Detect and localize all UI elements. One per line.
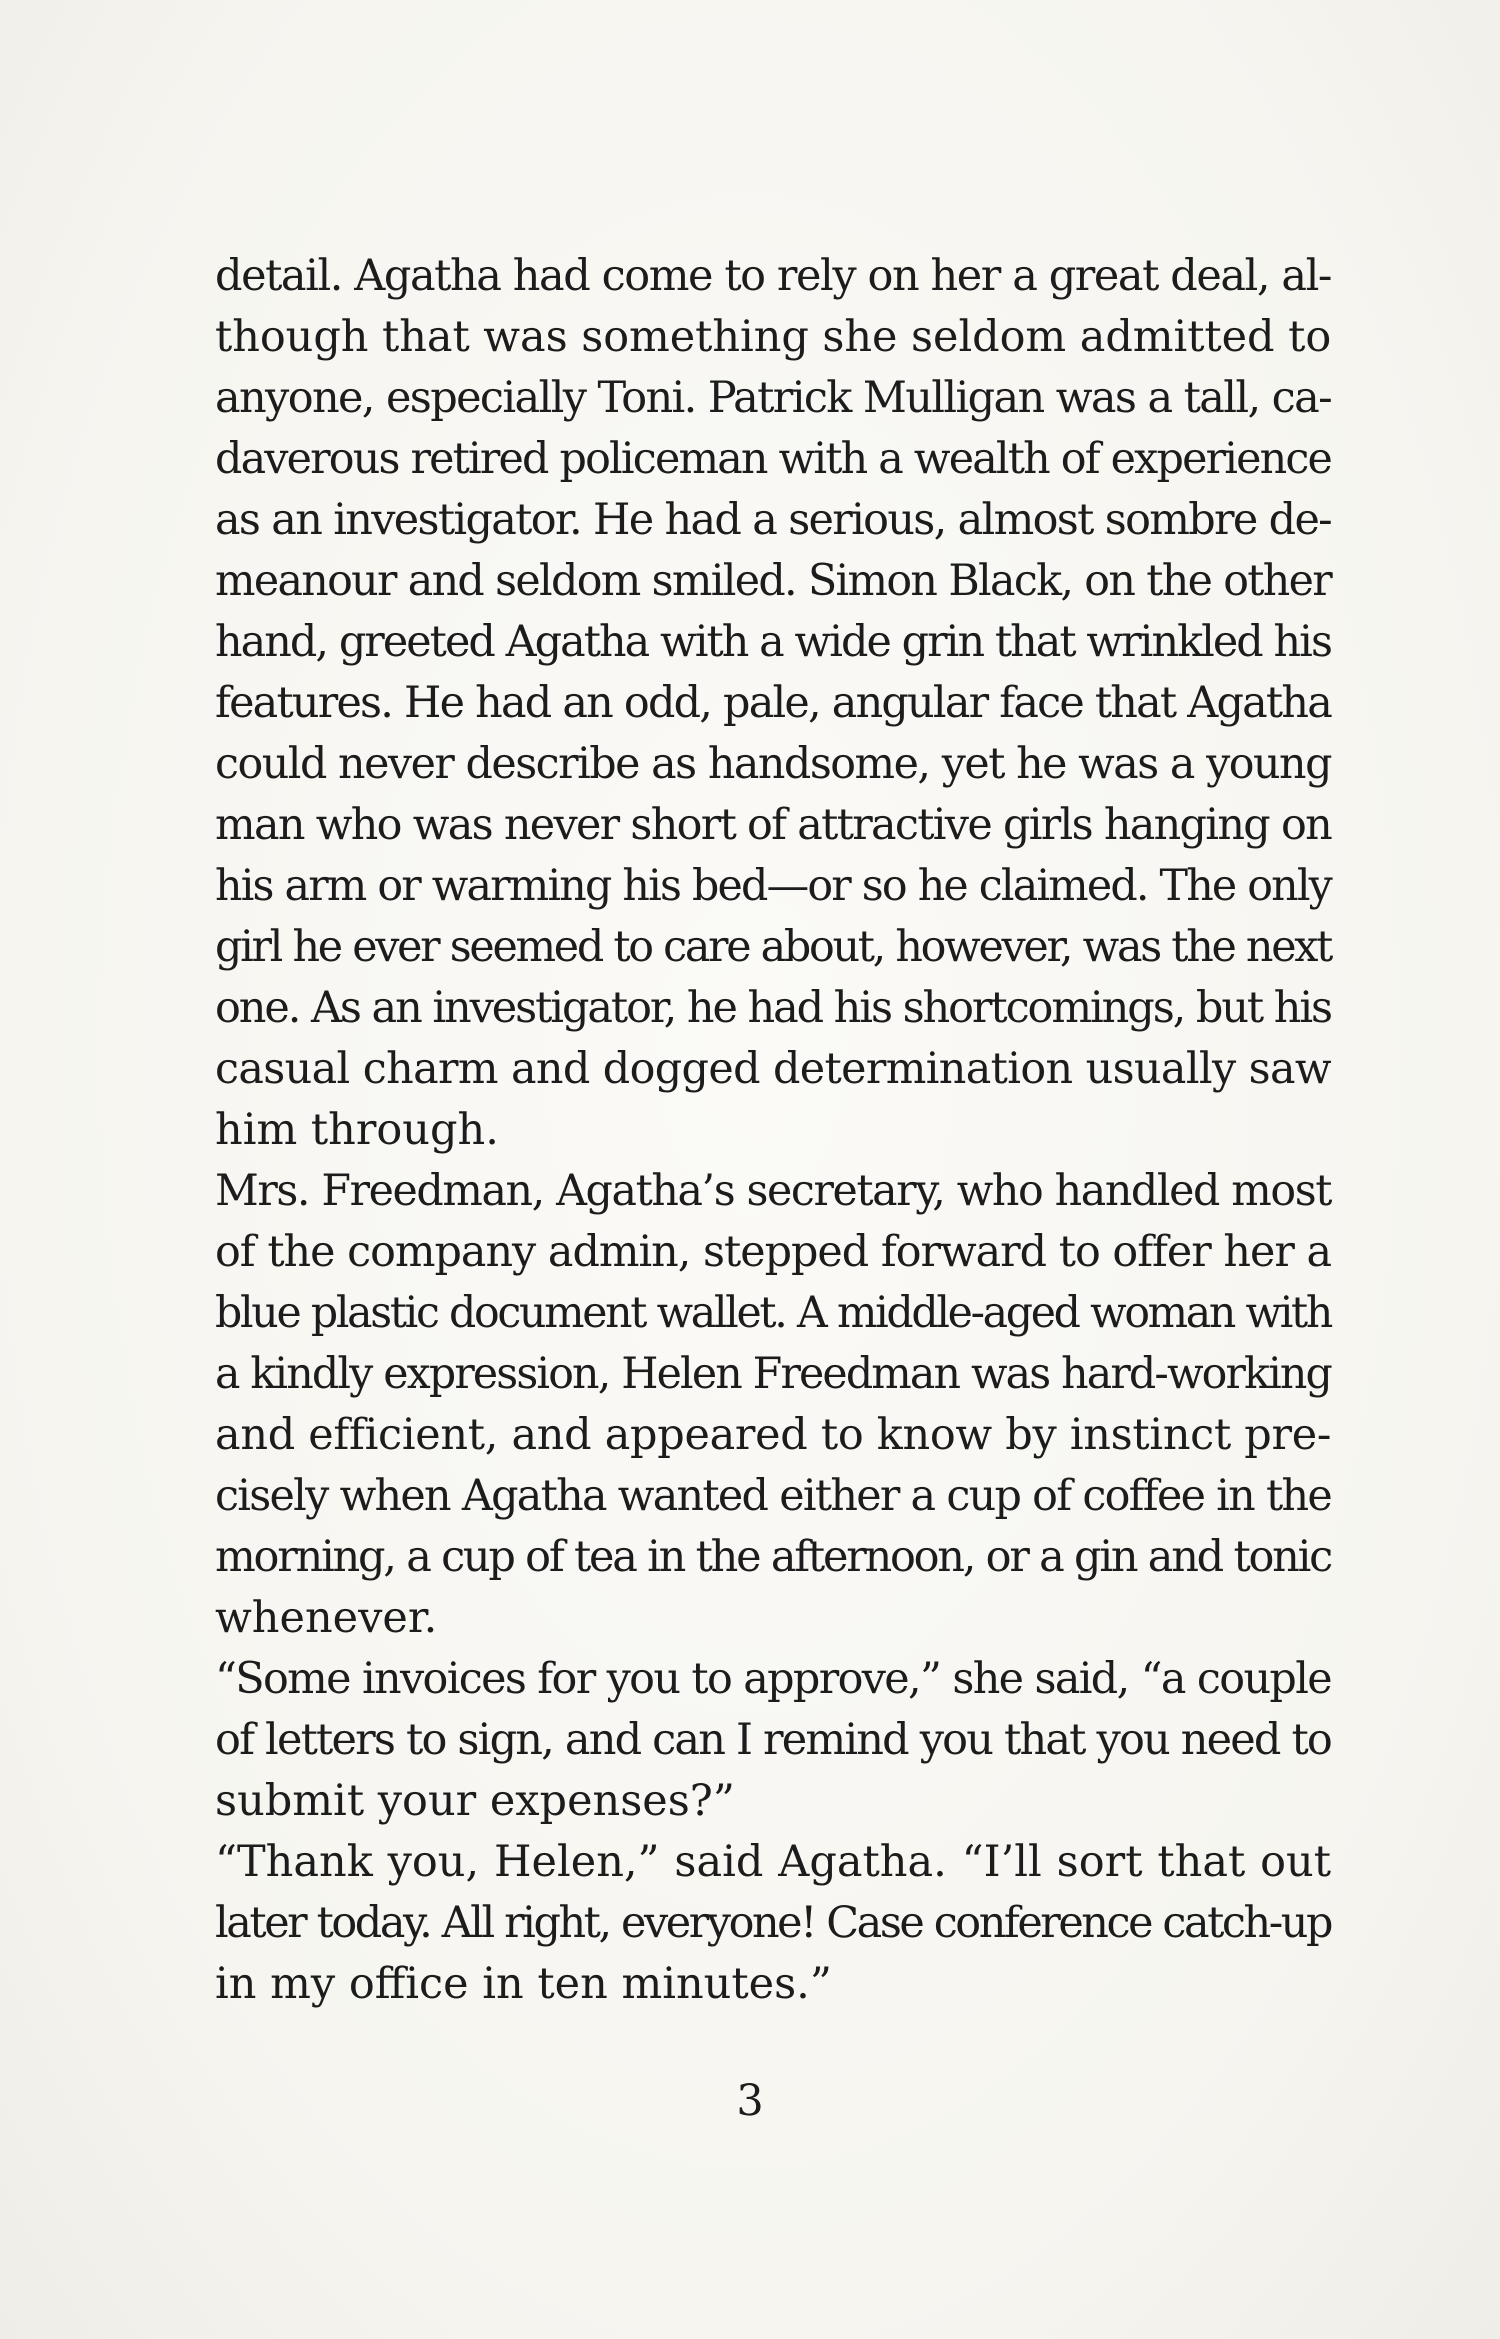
text-line: “Some invoices for you to approve,” she said, “a couple	[215, 1654, 1331, 1704]
body-text	[215, 246, 1331, 2015]
text-line: hand, greeted Agatha with a wide grin that wrinkled his	[215, 617, 1331, 667]
text-line: a kindly expression, Helen Freedman was hard-working	[215, 1349, 1331, 1399]
text-line: cisely when Agatha wanted either a cup of coffee in the	[215, 1471, 1331, 1521]
text-line: of letters to sign, and can I remind you that you need to	[215, 1715, 1331, 1765]
text-line: him through.	[215, 1105, 499, 1155]
text-line: as an investigator. He had a serious, almost sombre de-	[215, 495, 1331, 545]
text-line: submit your expenses?”	[215, 1776, 735, 1826]
text-line: morning, a cup of tea in the afternoon, or a gin and tonic	[215, 1532, 1331, 1582]
text-line: of the company admin, stepped forward to offer her a	[215, 1227, 1331, 1277]
text-line: whenever.	[215, 1593, 438, 1643]
text-line: features. He had an odd, pale, angular face that Agatha	[215, 678, 1331, 728]
text-line: daverous retired policeman with a wealth of experience	[215, 434, 1331, 484]
text-line: “Thank you, Helen,” said Agatha. “I’ll sort that out	[215, 1837, 1331, 1887]
text-line: Mrs. Freedman, Agatha’s secretary, who handled most	[215, 1166, 1331, 1216]
text-line: in my office in ten minutes.”	[215, 1959, 832, 2009]
paragraph-1	[215, 246, 1331, 1161]
text-line: one. As an investigator, he had his shortcomings, but his	[215, 983, 1331, 1033]
text-line: casual charm and dogged determination usually saw	[215, 1044, 1331, 1094]
paragraph-2	[215, 1161, 1331, 1649]
page-number: 3	[736, 2076, 764, 2126]
text-line: man who was never short of attractive girls hanging on	[215, 800, 1331, 850]
text-line: and efficient, and appeared to know by instinct pre-	[215, 1410, 1332, 1460]
text-line: could never describe as handsome, yet he was a young	[215, 739, 1331, 789]
text-line: his arm or warming his bed—or so he claimed. The only	[215, 861, 1331, 911]
text-line: later today. All right, everyone! Case conference catch-up	[215, 1898, 1331, 1948]
paragraph-3	[215, 1649, 1331, 1832]
text-line: girl he ever seemed to care about, however, was the next	[215, 922, 1331, 972]
text-line: blue plastic document wallet. A middle-aged woman with	[215, 1288, 1331, 1338]
text-line: anyone, especially Toni. Patrick Mulligan was a tall, ca-	[215, 373, 1331, 423]
paragraph-4	[215, 1832, 1331, 2015]
text-line: though that was something she seldom admitted to	[215, 312, 1332, 362]
text-line: detail. Agatha had come to rely on her a great deal, al-	[215, 251, 1331, 301]
text-line: meanour and seldom smiled. Simon Black, on the other	[215, 556, 1331, 606]
